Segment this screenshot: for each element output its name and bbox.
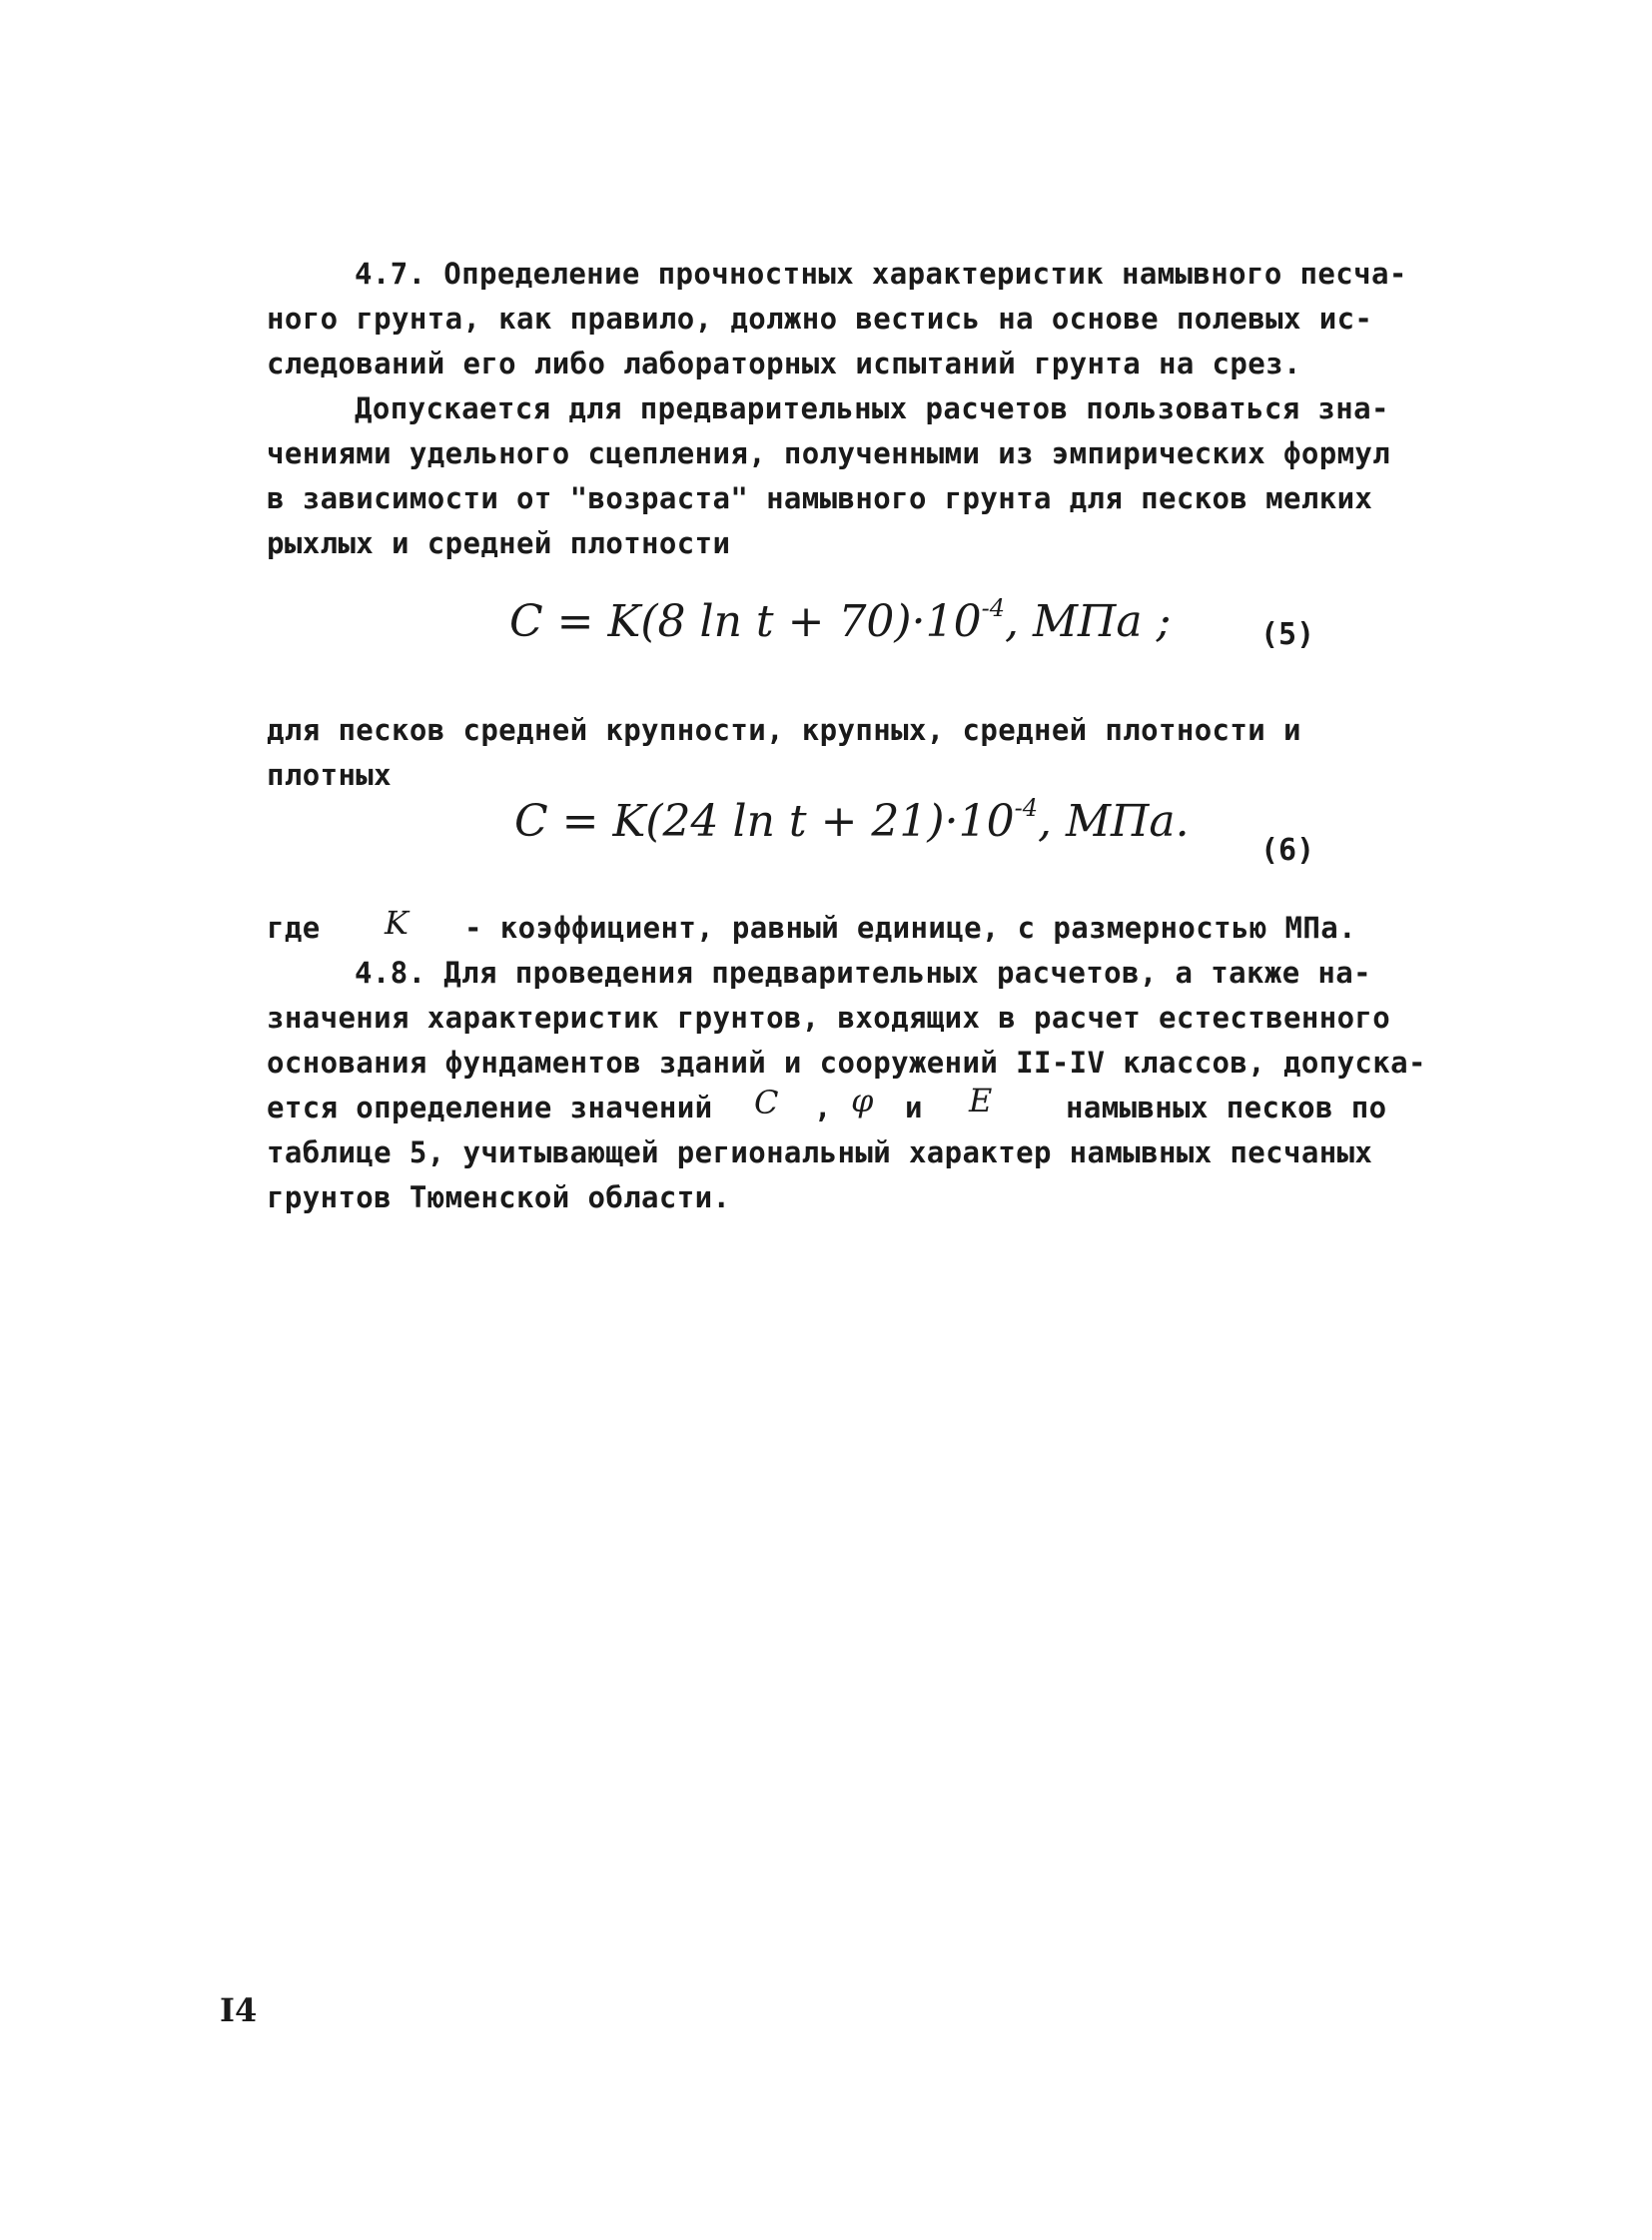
formula-6-exponent: -4 (1014, 794, 1038, 822)
formula-5-unit: , МПа ; (1004, 596, 1172, 647)
symbol-comma: , (814, 1091, 832, 1124)
para-4-7-line-3: следований его либо лабораторных испытаний грунта на срез. (267, 347, 1301, 380)
symbol-phi: φ (851, 1082, 874, 1120)
para-4-7-line-6: в зависимости от "возраста" намывного грунта для песков мелких (267, 481, 1373, 515)
para-4-7-line-1: 4.7. Определение прочностных характеристик намывного песча- (355, 257, 1407, 291)
between-line-1: для песков средней крупности, крупных, средней плотности и (267, 713, 1301, 747)
symbol-e: E (969, 1082, 993, 1120)
para-4-8-line-2: значения характеристик грунтов, входящих в расчет естественного (267, 1001, 1391, 1035)
para-4-7-line-7: рыхлых и средней плотности (267, 526, 731, 560)
formula-6-unit: , МПа. (1037, 796, 1190, 847)
formula-5-main: C = K(8 ln t + 70)·10 (509, 596, 982, 647)
para-4-8-line-6: грунтов Тюменской области. (267, 1180, 731, 1214)
para-4-7-line-5: чениями удельного сцепления, полученными из эмпирических формул (267, 436, 1391, 470)
para-4-8-line-4-prefix: ется определение значений (267, 1091, 713, 1124)
para-4-7-line-4: Допускается для предварительных расчетов пользоваться зна- (355, 391, 1389, 425)
page-number: I4 (220, 1991, 258, 2029)
where-definition: - коэффициент, равный единице, с размерностью МПа. (464, 911, 1356, 945)
where-prefix: где (267, 911, 321, 945)
formula-5 (509, 594, 1171, 647)
para-4-8-line-4-suffix: намывных песков по (1066, 1091, 1387, 1124)
symbol-and: и (905, 1091, 923, 1124)
para-4-8-line-5: таблице 5, учитывающей региональный характер намывных песчаных (267, 1135, 1373, 1169)
between-line-2: плотных (267, 758, 393, 792)
where-symbol-k: K (385, 904, 410, 942)
equation-number-6: (6) (1260, 833, 1315, 868)
para-4-8-line-1: 4.8. Для проведения предварительных расчетов, а также на- (355, 956, 1371, 990)
formula-6 (514, 794, 1190, 847)
symbol-c: C (754, 1084, 779, 1121)
equation-number-5: (5) (1260, 617, 1315, 652)
para-4-7-line-2: ного грунта, как правило, должно вестись на основе полевых ис- (267, 302, 1373, 336)
formula-6-main: C = K(24 ln t + 21)·10 (514, 796, 1015, 847)
para-4-8-line-3: основания фундаментов зданий и сооружений II-IV классов, допуска- (267, 1046, 1426, 1080)
formula-5-exponent: -4 (981, 594, 1005, 622)
